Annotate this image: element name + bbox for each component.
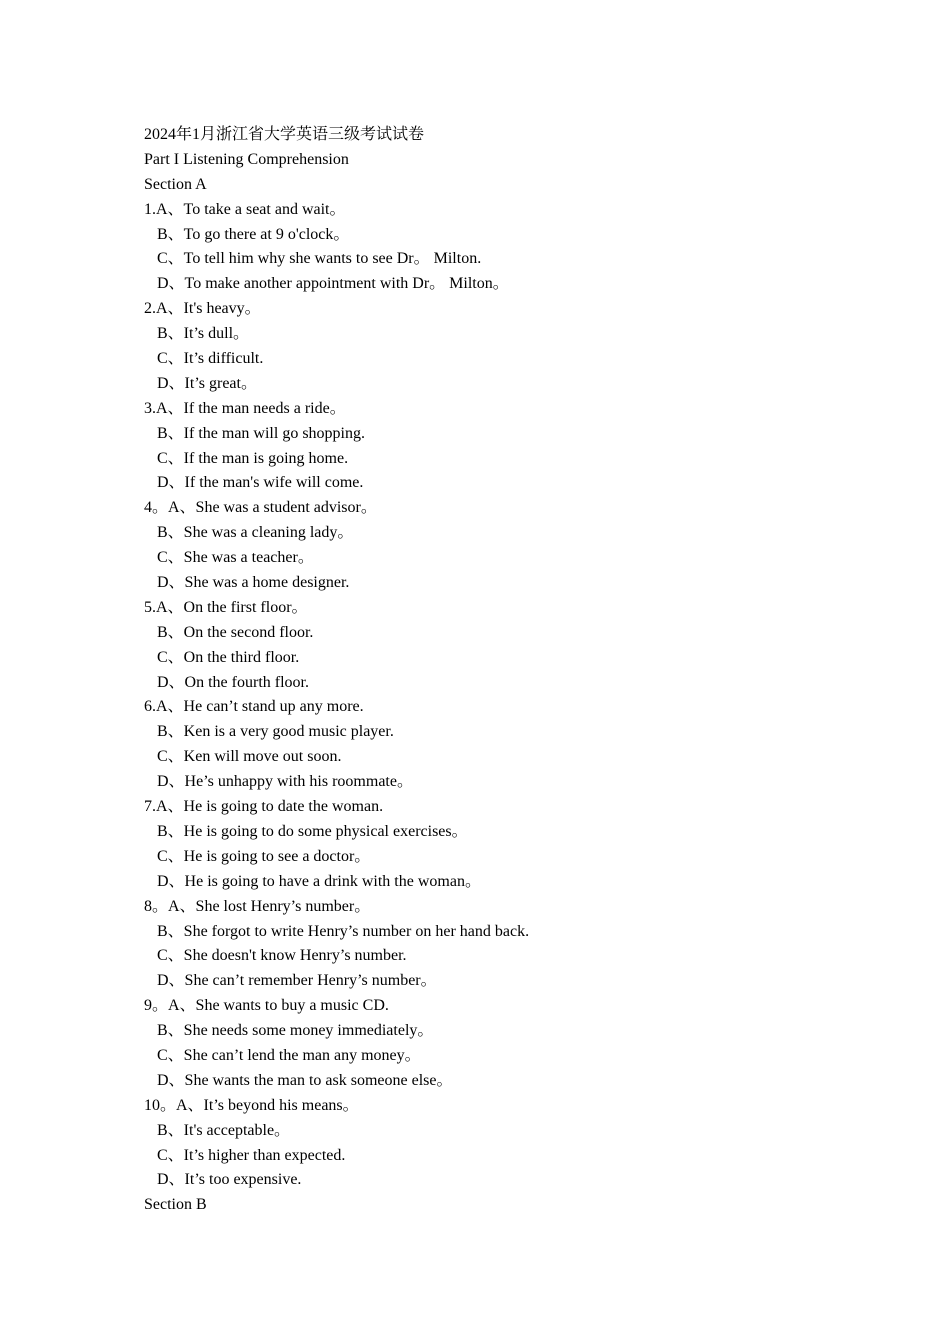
option-b: B、She was a cleaning lady。 — [157, 524, 354, 542]
option-b: B、He is going to do some physical exercises。 — [157, 822, 468, 840]
option-c: C、She was a teacher。 — [157, 549, 314, 567]
section-b-heading: Section B — [144, 1196, 207, 1214]
option-a: 8。A、She lost Henry’s number。 — [144, 897, 371, 915]
question-5 — [144, 596, 844, 696]
question-8 — [144, 895, 844, 995]
option-c: C、It’s higher than expected. — [157, 1146, 346, 1164]
option-c: C、She can’t lend the man any money。 — [157, 1046, 421, 1064]
option-b: B、It’s dull。 — [157, 325, 250, 343]
option-d: D、It’s too expensive. — [157, 1171, 302, 1189]
option-d: D、She can’t remember Henry’s number。 — [157, 972, 437, 990]
option-d: D、He is going to have a drink with the woman。 — [157, 872, 481, 890]
option-d: D、He’s unhappy with his roommate。 — [157, 773, 413, 791]
option-b: B、It's acceptable。 — [157, 1121, 291, 1139]
question-9 — [144, 994, 844, 1094]
option-c: C、To tell him why she wants to see Dr。 Milton. — [157, 250, 482, 268]
option-c: C、Ken will move out soon. — [157, 748, 342, 766]
option-d: D、On the fourth floor. — [157, 673, 309, 691]
option-d: D、It’s great。 — [157, 374, 257, 392]
option-a: 7.A、He is going to date the woman. — [144, 798, 384, 816]
section-a-heading: Section A — [144, 175, 207, 193]
option-d: D、She was a home designer. — [157, 574, 350, 592]
question-7 — [144, 795, 844, 895]
option-a: 1.A、To take a seat and wait。 — [144, 200, 346, 218]
option-d: D、She wants the man to ask someone else。 — [157, 1071, 453, 1089]
document-page — [144, 123, 844, 1218]
question-10 — [144, 1094, 844, 1194]
option-b: B、If the man will go shopping. — [157, 424, 365, 442]
option-d: D、To make another appointment with Dr。 Milton。 — [157, 275, 509, 293]
option-b: B、She forgot to write Henry’s number on her hand back. — [157, 922, 530, 940]
option-d: D、If the man's wife will come. — [157, 474, 364, 492]
question-6 — [144, 695, 844, 795]
question-2 — [144, 297, 844, 397]
part-heading: Part I Listening Comprehension — [144, 150, 349, 168]
option-c: C、If the man is going home. — [157, 449, 349, 467]
option-c: C、She doesn't know Henry’s number. — [157, 947, 407, 965]
question-3 — [144, 397, 844, 497]
option-b: B、She needs some money immediately。 — [157, 1022, 434, 1040]
option-a: 5.A、On the first floor。 — [144, 598, 308, 616]
option-c: C、He is going to see a doctor。 — [157, 847, 371, 865]
option-b: B、Ken is a very good music player. — [157, 723, 394, 741]
option-c: C、It’s difficult. — [157, 350, 264, 368]
option-c: C、On the third floor. — [157, 648, 300, 666]
question-4 — [144, 496, 844, 596]
option-a: 9。A、She wants to buy a music CD. — [144, 997, 389, 1015]
question-1 — [144, 198, 844, 298]
document-title: 2024年1月浙江省大学英语三级考试试卷 — [144, 126, 425, 143]
option-a: 4。A、She was a student advisor。 — [144, 499, 377, 517]
option-a: 10。A、It’s beyond his means。 — [144, 1096, 359, 1114]
option-a: 6.A、He can’t stand up any more. — [144, 698, 364, 716]
option-a: 3.A、If the man needs a ride。 — [144, 399, 346, 417]
option-b: B、To go there at 9 o'clock。 — [157, 225, 350, 243]
option-a: 2.A、It's heavy。 — [144, 300, 261, 318]
option-b: B、On the second floor. — [157, 623, 314, 641]
